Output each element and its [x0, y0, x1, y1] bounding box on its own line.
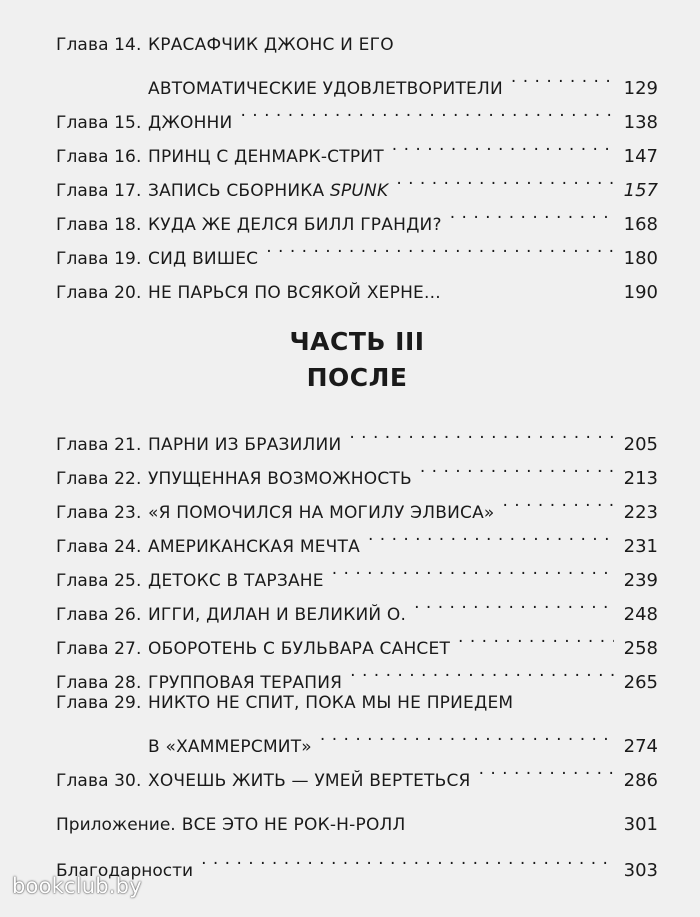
chapter-title: ДЖОННИ — [148, 113, 233, 133]
page-number: 265 — [623, 672, 658, 693]
chapter-title: АМЕРИКАНСКАЯ МЕЧТА — [148, 537, 360, 557]
chapter-word: Глава — [56, 693, 109, 713]
page-number: 168 — [623, 214, 658, 235]
chapter-number: 14. — [114, 35, 142, 55]
chapter-number: 25. — [114, 571, 142, 591]
chapter-number: 16. — [114, 147, 142, 167]
page-number: 231 — [623, 536, 658, 557]
chapter-label — [56, 428, 148, 462]
leader-dots — [266, 230, 614, 264]
chapter-title: «Я ПОМОЧИЛСЯ НА МОГИЛУ ЭЛВИСА» — [148, 503, 495, 523]
chapter-label — [56, 174, 148, 208]
chapter-title: ОБОРОТЕНЬ С БУЛЬВАРА САНСЕТ — [148, 639, 451, 659]
chapter-label — [56, 242, 148, 276]
leader-dots — [201, 842, 614, 876]
chapter-word: Глава — [56, 181, 109, 201]
appendix-label: Приложение. — [56, 815, 176, 835]
page-number: 301 — [623, 814, 658, 835]
toc-entry-30 — [56, 752, 658, 791]
page-number: 286 — [623, 770, 658, 791]
chapter-number: 18. — [114, 215, 142, 235]
table-of-contents — [56, 30, 658, 881]
chapter-word: Глава — [56, 435, 109, 455]
chapter-label — [56, 106, 148, 140]
page-number: 180 — [623, 248, 658, 269]
chapter-title: ХОЧЕШЬ ЖИТЬ — УМЕЙ ВЕРТЕТЬСЯ — [148, 771, 471, 791]
toc-entry-thanks — [56, 842, 658, 881]
page-number: 147 — [623, 146, 658, 167]
page-number: 157 — [623, 180, 658, 201]
chapter-title: ПРИНЦ С ДЕНМАРК-СТРИТ — [148, 147, 384, 167]
chapter-number: 24. — [114, 537, 142, 557]
chapter-word: Глава — [56, 469, 109, 489]
chapter-label — [56, 688, 148, 718]
chapter-word: Глава — [56, 147, 109, 167]
chapter-word: Глава — [56, 283, 109, 303]
part-number: ЧАСТЬ III — [289, 327, 425, 356]
chapter-number: 19. — [114, 249, 142, 269]
chapter-word: Глава — [56, 571, 109, 591]
chapter-word: Глава — [56, 639, 109, 659]
chapter-title-line: КРАСАФЧИК ДЖОНС И ЕГО — [148, 35, 394, 55]
chapter-word: Глава — [56, 503, 109, 523]
chapter-word: Глава — [56, 249, 109, 269]
chapter-number: 23. — [114, 503, 142, 523]
page-number: 138 — [623, 112, 658, 133]
chapter-label — [56, 564, 148, 598]
toc-entry-15 — [56, 94, 658, 133]
leader-dots — [240, 94, 614, 128]
chapter-title: СИД ВИШЕС — [148, 249, 259, 269]
chapter-title — [148, 174, 388, 208]
chapter-number: 17. — [114, 181, 142, 201]
chapter-label — [56, 30, 148, 60]
thanks-label: Благодарности — [56, 861, 194, 881]
chapter-number: 21. — [114, 435, 142, 455]
chapter-title: ГРУППОВАЯ ТЕРАПИЯ — [148, 673, 343, 693]
chapter-label — [56, 140, 148, 174]
chapter-title-text: ЗАПИСЬ СБОРНИКА — [148, 181, 325, 201]
page-number: 258 — [623, 638, 658, 659]
chapter-label — [56, 208, 148, 242]
toc-entry-14 — [56, 30, 658, 99]
toc-entry-21 — [56, 416, 658, 455]
chapter-title: ИГГИ, ДИЛАН И ВЕЛИКИЙ О. — [148, 605, 407, 625]
chapter-title: ДЕТОКС В ТАРЗАНЕ — [148, 571, 324, 591]
toc-entry-29 — [56, 688, 658, 757]
page-number: 248 — [623, 604, 658, 625]
leader-dots — [349, 416, 614, 450]
toc-entry-appendix — [56, 796, 658, 835]
chapter-number: 20. — [114, 283, 142, 303]
page-number: 274 — [623, 736, 658, 757]
leader-dots — [420, 450, 614, 484]
leader-dots — [368, 518, 614, 552]
chapter-word: Глава — [56, 605, 109, 625]
chapter-label — [56, 276, 148, 310]
watermark-text: bookclub.by — [12, 874, 142, 898]
page-number: 223 — [623, 502, 658, 523]
page-number: 205 — [623, 434, 658, 455]
chapter-title-line: НИКТО НЕ СПИТ, ПОКА МЫ НЕ ПРИЕДЕМ — [148, 693, 514, 713]
chapter-title-line: АВТОМАТИЧЕСКИЕ УДОВЛЕТВОРИТЕЛИ — [148, 79, 503, 99]
chapter-number: 28. — [114, 673, 142, 693]
chapter-word: Глава — [56, 673, 109, 693]
chapter-word: Глава — [56, 35, 109, 55]
chapter-word: Глава — [56, 771, 109, 791]
leader-dots — [511, 60, 614, 94]
leader-dots — [503, 484, 615, 518]
chapter-word: Глава — [56, 215, 109, 235]
chapter-number: 30. — [114, 771, 142, 791]
chapter-word: Глава — [56, 537, 109, 557]
chapter-title: НЕ ПАРЬСЯ ПО ВСЯКОЙ ХЕРНЕ... — [148, 283, 441, 303]
page-number: 129 — [623, 78, 658, 99]
chapter-title: КУДА ЖЕ ДЕЛСЯ БИЛЛ ГРАНДИ? — [148, 215, 442, 235]
chapter-number: 15. — [114, 113, 142, 133]
leader-dots — [332, 552, 614, 586]
part-title: ПОСЛЕ — [306, 363, 408, 392]
chapter-title-italic: SPUNK — [329, 181, 389, 201]
chapter-number: 29. — [114, 693, 142, 713]
page-number: 213 — [623, 468, 658, 489]
chapter-word: Глава — [56, 113, 109, 133]
chapter-number: 26. — [114, 605, 142, 625]
page-number: 239 — [623, 570, 658, 591]
chapter-number: 27. — [114, 639, 142, 659]
leader-dots — [479, 752, 614, 786]
chapter-label — [56, 598, 148, 632]
leader-dots — [458, 620, 614, 654]
chapter-title-line: В «ХАММЕРСМИТ» — [148, 737, 312, 757]
page-number: 303 — [623, 860, 658, 881]
leader-dots — [396, 162, 614, 196]
chapter-number: 22. — [114, 469, 142, 489]
chapter-title: УПУЩЕННАЯ ВОЗМОЖНОСТЬ — [148, 469, 412, 489]
chapter-label — [56, 632, 148, 666]
part-heading — [56, 324, 658, 396]
chapter-label — [56, 530, 148, 564]
leader-dots — [350, 654, 614, 688]
page-number: 190 — [623, 282, 658, 303]
leader-dots — [320, 718, 614, 752]
leader-dots — [392, 128, 614, 162]
chapter-label — [56, 496, 148, 530]
leader-dots — [450, 196, 614, 230]
chapter-label — [56, 764, 148, 798]
chapter-title: ПАРНИ ИЗ БРАЗИЛИИ — [148, 435, 342, 455]
chapter-label — [56, 462, 148, 496]
leader-dots — [414, 586, 614, 620]
appendix-title: ВСЕ ЭТО НЕ РОК-Н-РОЛЛ — [181, 815, 406, 835]
